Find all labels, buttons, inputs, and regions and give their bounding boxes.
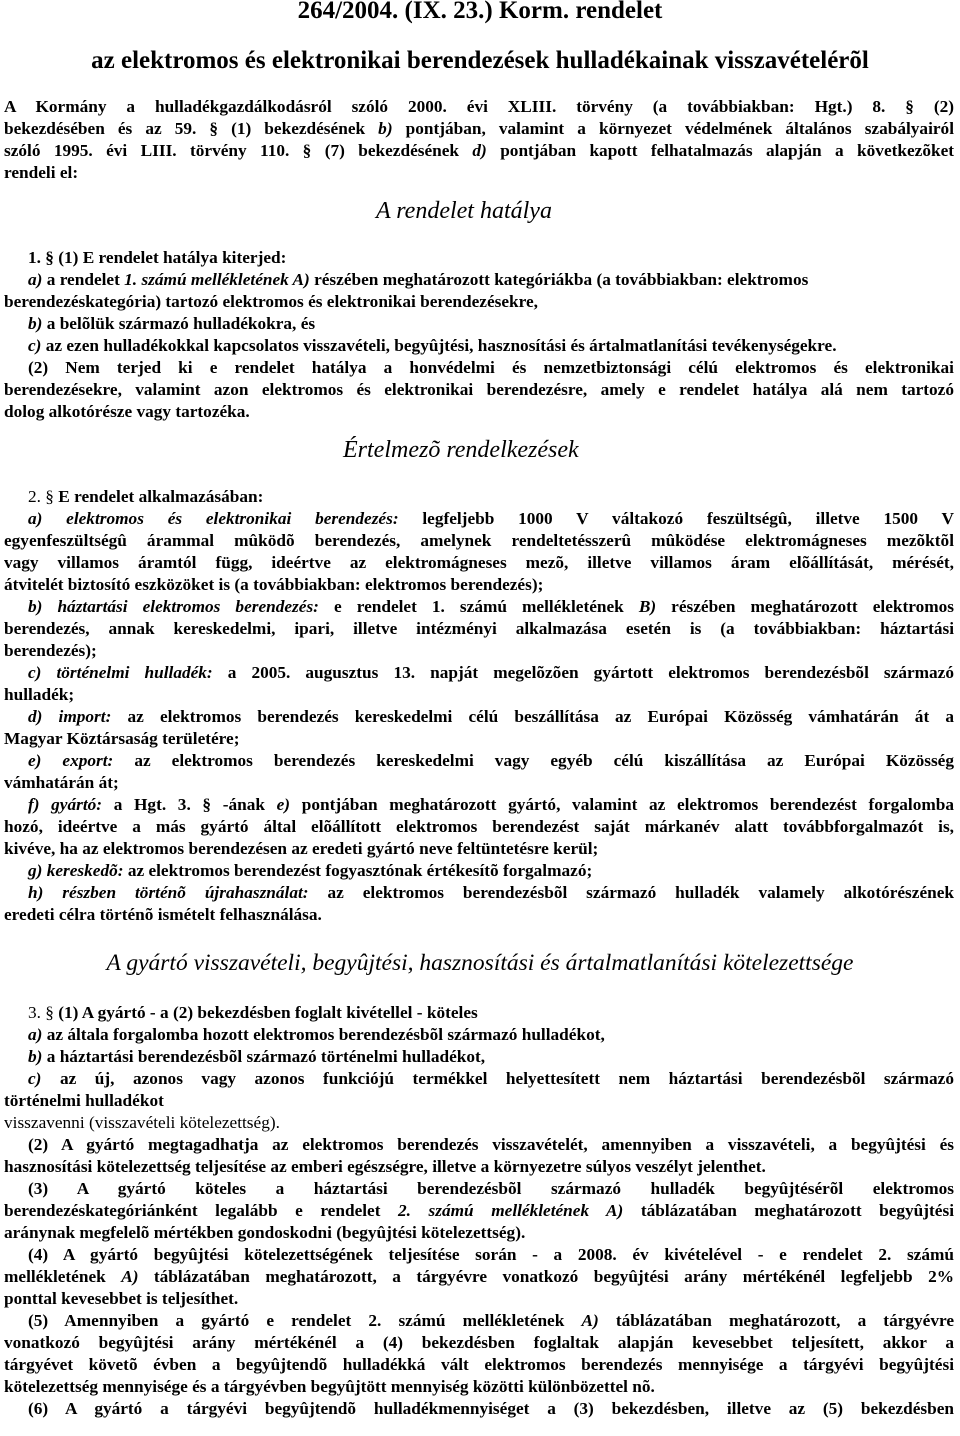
paragraph-line: dolog alkotórésze vagy tartozéka. bbox=[4, 402, 250, 421]
paragraph-line: (2) A gyártó megtagadhatja az elektromos berendezés visszavételét, amennyiben a visszavételi, a begyûjtési és bbox=[28, 1135, 954, 1154]
paragraph-line: (3) A gyártó köteles a háztartási berendezésbõl származó hulladék begyûjtésérõl elektromos bbox=[28, 1179, 954, 1198]
paragraph-line: (2) Nem terjed ki e rendelet hatálya a honvédelmi és nemzetbiztonsági célú elektromos és elektronikai bbox=[28, 358, 954, 377]
paragraph-line: 3. § (1) A gyártó - a (2) bekezdésben foglalt kivétellel - köteles bbox=[28, 1003, 478, 1022]
paragraph-line: a) az általa forgalomba hozott elektromos berendezésbõl származó hulladékot, bbox=[28, 1025, 605, 1044]
preamble-line: bekezdésében és az 59. § (1) bekezdésének b) pontjában, valamint a környezet védelmének általános szabályairól bbox=[4, 119, 954, 138]
paragraph-line: b) a belõlük származó hulladékokra, és bbox=[28, 314, 316, 333]
paragraph-line: átvitelét biztosító eszközöket is (a továbbiakban: elektromos berendezés); bbox=[4, 575, 544, 594]
paragraph-line: egyenfeszültségû árammal mûködõ berendezés, amelynek rendeltetésszerû mûködése elektromágneses mezõktõl bbox=[4, 531, 954, 550]
paragraph-line: d) import: az elektromos berendezés kereskedelmi célú beszállítása az Európai Közösség vámhatárán át a bbox=[28, 707, 954, 726]
paragraph-line: hozó, ideértve a más gyártó által elõállított elektromos berendezést saját márkanév alatt továbbforgalmazót is, bbox=[4, 817, 954, 836]
paragraph-line: b) a háztartási berendezésbõl származó történelmi hulladékot, bbox=[28, 1047, 486, 1066]
section-heading: A gyártó visszavételi, begyûjtési, hasznosítási és ártalmatlanítási kötelezettsége bbox=[106, 950, 854, 976]
paragraph-line: c) történelmi hulladék: a 2005. augusztus 13. napját megelõzõen gyártott elektromos berendezésbõl származó bbox=[28, 663, 954, 682]
paragraph-line: berendezés); bbox=[4, 641, 97, 660]
paragraph-line: (4) A gyártó begyûjtési kötelezettségének teljesítése során - a 2008. év kivételével - e rendelet 2. számú bbox=[28, 1245, 954, 1264]
paragraph-line: 1. § (1) E rendelet hatálya kiterjed: bbox=[28, 248, 287, 267]
paragraph-line: vagy villamos áramtól függ, ideértve az elektromágneses mezõ, illetve villamos áram elõállítását, mérését, bbox=[4, 553, 954, 572]
paragraph-line: a) elektromos és elektronikai berendezés: legfeljebb 1000 V váltakozó feszültségû, illetve 1500 V bbox=[28, 509, 954, 528]
paragraph-line: kivéve, ha az elektromos berendezésen az eredeti gyártó neve feltüntetésre kerül; bbox=[4, 839, 599, 858]
paragraph-line: e) export: az elektromos berendezés kereskedelmi vagy egyéb célú kiszállítása az Európai Közösség bbox=[28, 751, 954, 770]
document-subtitle: az elektromos és elektronikai berendezések hulladékainak visszavételérõl bbox=[91, 47, 869, 74]
preamble-line: A Kormány a hulladékgazdálkodásról szóló 2000. évi XLIII. törvény (a továbbiakban: Hgt.) 8. § (2) bbox=[4, 97, 954, 116]
paragraph-line: hasznosítási kötelezettség teljesítése az emberi egészségre, illetve a környezetre súlyos veszélyt jelenthet. bbox=[4, 1157, 766, 1176]
preamble-line: szóló 1995. évi LIII. törvény 110. § (7) bekezdésének d) pontjában kapott felhatalmazás alapján a következõket bbox=[4, 141, 954, 160]
paragraph-line: berendezéskategória) tartozó elektromos és elektronikai berendezésekre, bbox=[4, 292, 538, 311]
paragraph-line: h) részben történõ újrahasználat: az elektromos berendezésbõl származó hulladék valamely alkotórészének bbox=[28, 883, 955, 902]
document-title: 264/2004. (IX. 23.) Korm. rendelet bbox=[297, 0, 663, 24]
paragraph-line: 2. § E rendelet alkalmazásában: bbox=[28, 487, 264, 506]
paragraph-line: ponttal kevesebbet is teljesíthet. bbox=[4, 1289, 239, 1308]
paragraph-line: (5) Amennyiben a gyártó e rendelet 2. számú mellékletének A) táblázatában meghatározott, a tárgyévre bbox=[28, 1311, 954, 1330]
paragraph-line: (6) A gyártó a tárgyévi begyûjtendõ hulladékmennyiséget a (3) bekezdésben, illetve az (5) bekezdésben bbox=[28, 1399, 954, 1418]
section-heading: Értelmezõ rendelkezések bbox=[343, 437, 579, 463]
paragraph-line: b) háztartási elektromos berendezés: e rendelet 1. számú mellékletének B) részében meghatározott elektromos bbox=[28, 597, 955, 616]
paragraph-line: eredeti célra történõ ismételt felhasználása. bbox=[4, 905, 322, 924]
section-heading: A rendelet hatálya bbox=[376, 198, 552, 224]
paragraph-line: visszavenni (visszavételi kötelezettség). bbox=[4, 1113, 280, 1132]
paragraph-line: c) az új, azonos vagy azonos funkciójú termékkel helyettesített nem háztartási berendezésbõl származó bbox=[28, 1069, 954, 1088]
paragraph-line: berendezésekre, valamint azon elektromos és elektronikai berendezésre, amely e rendelet hatálya alá nem tartozó bbox=[4, 380, 954, 399]
preamble-line: rendeli el: bbox=[4, 163, 79, 182]
paragraph-line: tárgyévet követõ évben a begyûjtendõ hulladékká vált elektromos berendezés mennyisége a tárgyévi begyûjtési bbox=[4, 1355, 954, 1374]
paragraph-line: hulladék; bbox=[4, 685, 75, 704]
paragraph-line: berendezés, annak kereskedelmi, ipari, illetve intézményi alkalmazása esetén is (a továbbiakban: háztartási bbox=[4, 619, 954, 638]
paragraph-line: a) a rendelet 1. számú mellékletének A) részében meghatározott kategóriákba (a továbbiakban: elektromos bbox=[28, 270, 809, 289]
paragraph-line: Magyar Köztársaság területére; bbox=[4, 729, 240, 748]
paragraph-line: aránynak megfelelõ mértékben gondoskodni (begyûjtési kötelezettség). bbox=[4, 1223, 526, 1242]
paragraph-line: g) kereskedõ: az elektromos berendezést fogyasztónak értékesítõ forgalmazó; bbox=[28, 861, 593, 880]
paragraph-line: történelmi hulladékot bbox=[4, 1091, 164, 1110]
paragraph-line: mellékletének A) táblázatában meghatározott, a tárgyévre vonatkozó begyûjtési arány mértékénél legfeljebb 2% bbox=[4, 1267, 955, 1286]
paragraph-line: berendezéskategóriánként legalább e rendelet 2. számú mellékletének A) táblázatában meghatározott begyûjtési bbox=[4, 1201, 954, 1220]
paragraph-line: vonatkozó begyûjtési arány mértékénél a (4) bekezdésben foglaltak alapján kevesebbet teljesített, akkor a bbox=[4, 1333, 954, 1352]
paragraph-line: vámhatárán át; bbox=[4, 773, 119, 792]
paragraph-line: c) az ezen hulladékokkal kapcsolatos visszavételi, begyûjtési, hasznosítási és ártalmatlanítási tevékenységekre. bbox=[28, 336, 837, 355]
paragraph-line: kötelezettség mennyisége és a tárgyévben begyûjtött mennyiség közötti különbözettel nõ. bbox=[4, 1377, 655, 1396]
paragraph-line: f) gyártó: a Hgt. 3. § -ának e) pontjában meghatározott gyártó, valamint az elektromos berendezést forgalomba bbox=[28, 795, 954, 814]
